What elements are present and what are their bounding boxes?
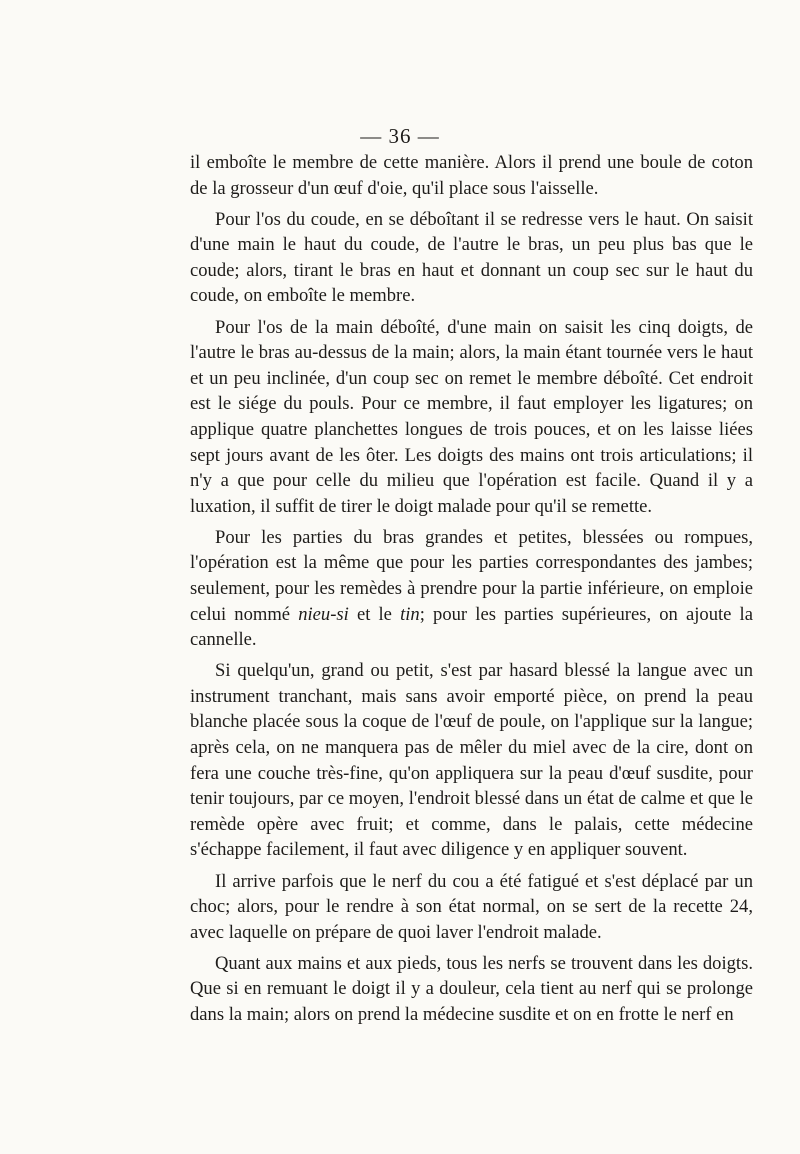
body-text	[190, 150, 753, 1028]
paragraph-1: il emboîte le membre de cette manière. Alors il prend une boule de coton de la grosseur d'un œuf d'oie, qu'il place sous l'aisselle.	[190, 152, 753, 199]
term-nieu-si: nieu-si	[298, 603, 349, 625]
paragraph-2: Pour l'os du coude, en se déboîtant il se redresse vers le haut. On saisit d'une main le haut du coude, de l'autre le bras, un peu plus bas que le coude; alors, tirant le bras en haut et donnant un coup sec sur le haut du coude, on emboîte le membre.	[190, 208, 753, 307]
paragraph-5: Si quelqu'un, grand ou petit, s'est par hasard blessé la langue avec un instrument tranchant, mais sans avoir emporté pièce, on prend la peau blanche placée sous la coque de l'œuf de poule, on l'applique sur la langue; après cela, on ne manquera pas de mêler du miel avec de la cire, dont on fera une couche très-fine, qu'on appliquera sur la peau d'œuf susdite, pour tenir toujours, par ce moyen, l'endroit blessé dans un état de calme et que le remède opère avec fruit; et comme, dans le palais, cette médecine s'échappe facilement, il faut avec diligence y en appliquer souvent.	[190, 660, 753, 861]
paragraph-4	[190, 525, 753, 653]
paragraph-4-text-c: ; pour les parties supérieures, on ajoute la cannelle.	[190, 603, 753, 651]
paragraph-4-text-b: et le	[348, 603, 401, 625]
paragraph-7: Quant aux mains et aux pieds, tous les nerfs se trouvent dans les doigts. Que si en remuant le doigt il y a douleur, cela tient au nerf qui se prolonge dans la main; alors on prend la médecine susdite et on en frotte le nerf en	[190, 952, 753, 1025]
paragraph-4-text-a: Pour les parties du bras grandes et petites, blessées ou rompues, l'opération est la même que pour les parties correspondantes des jambes; seulement, pour les remèdes à prendre pour la partie inférieure, on emploie celui nommé	[190, 526, 753, 625]
paragraph-3: Pour l'os de la main déboîté, d'une main on saisit les cinq doigts, de l'autre le bras au-dessus de la main; alors, la main étant tournée vers le haut et un peu inclinée, d'un coup sec on remet le membre déboîté. Cet endroit est le siége du pouls. Pour ce membre, il faut employer les ligatures; on applique quatre planchettes longues de trois pouces, et on les laisse liées sept jours avant de les ôter. Les doigts des mains ont trois articulations; il n'y a que pour celle du milieu que l'opération est facile. Quand il y a luxation, il suffit de tirer le doigt malade pour qu'il se remette.	[190, 316, 753, 517]
term-tin: tin	[400, 603, 420, 625]
paragraph-6: Il arrive parfois que le nerf du cou a été fatigué et s'est déplacé par un choc; alors, pour le rendre à son état normal, on se sert de la recette 24, avec laquelle on prépare de quoi laver l'endroit malade.	[190, 870, 753, 943]
page-number: — 36 —	[360, 124, 440, 148]
